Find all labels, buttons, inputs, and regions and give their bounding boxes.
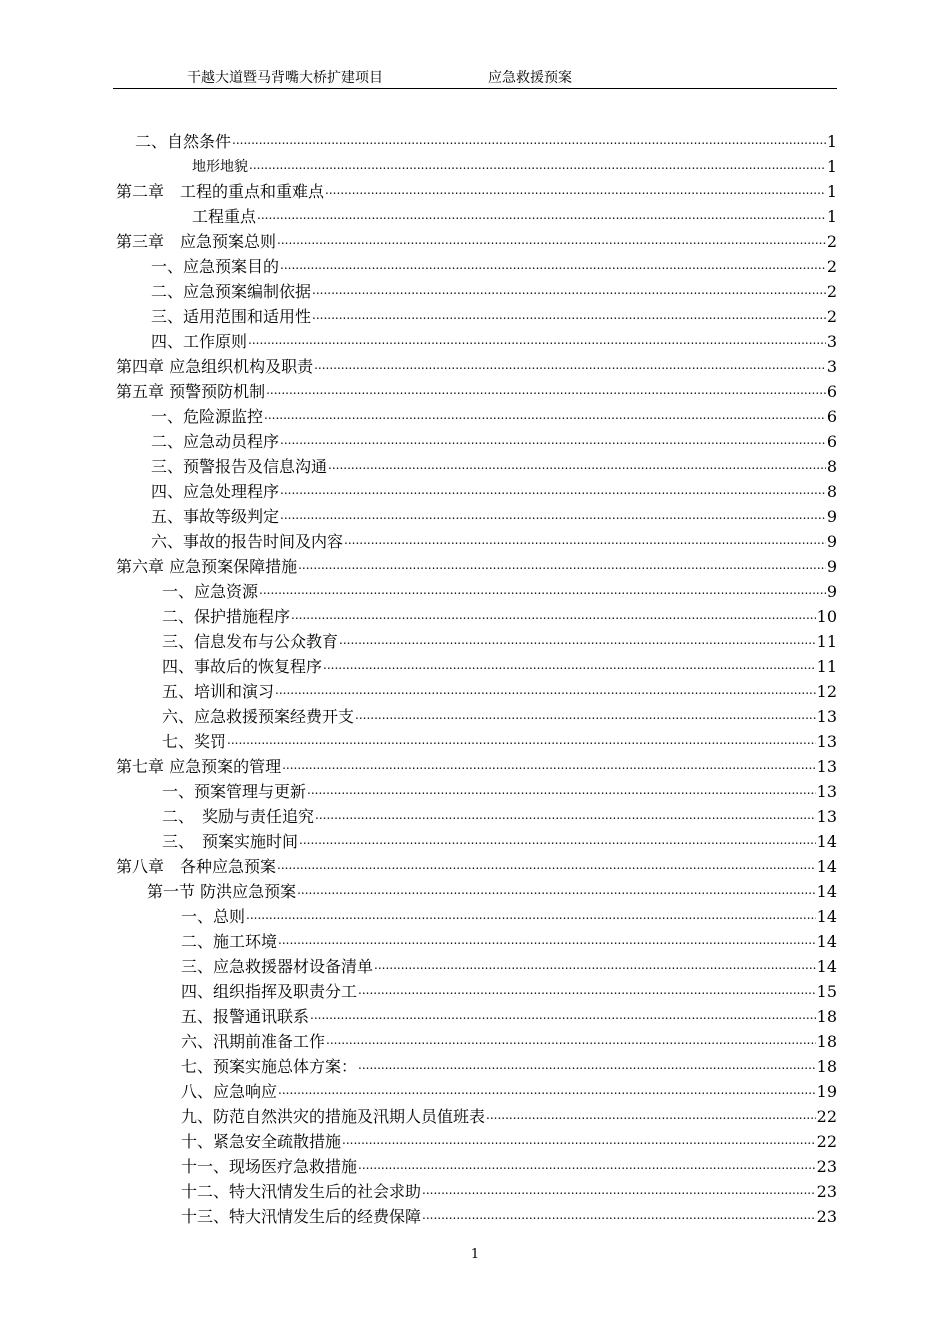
toc-leader-dots <box>280 483 826 498</box>
toc-leader-dots <box>328 458 826 473</box>
toc-entry-page: 2 <box>826 282 837 301</box>
toc-entry-title: 地形地貌 <box>192 159 248 175</box>
toc-entry[interactable] <box>151 302 837 327</box>
toc-leader-dots <box>291 608 816 623</box>
toc-entry-page: 10 <box>816 607 837 626</box>
toc-leader-dots <box>278 1083 816 1098</box>
toc-entry[interactable] <box>162 727 837 752</box>
toc-leader-dots <box>278 933 816 948</box>
toc-entry-title: 第七章 应急预案的管理 <box>116 757 282 776</box>
toc-leader-dots <box>344 533 826 548</box>
toc-leader-dots <box>307 783 816 798</box>
toc-leader-dots <box>312 308 826 323</box>
toc-entry[interactable] <box>151 327 837 352</box>
toc-entry-title: 七、奖罚 <box>162 732 227 751</box>
toc-entry[interactable] <box>192 202 837 227</box>
toc-entry[interactable] <box>151 277 837 302</box>
toc-entry[interactable] <box>181 1202 837 1227</box>
toc-entry-title: 四、应急处理程序 <box>151 482 280 501</box>
toc-entry[interactable] <box>181 1052 837 1077</box>
toc-entry[interactable] <box>151 502 837 527</box>
toc-entry-page: 13 <box>816 757 837 776</box>
toc-entry-page: 22 <box>816 1132 837 1151</box>
toc-entry[interactable] <box>151 402 837 427</box>
toc-leader-dots <box>227 733 816 748</box>
toc-entry-title: 二、自然条件 <box>135 132 232 151</box>
toc-entry-page: 14 <box>816 907 837 926</box>
toc-entry-title: 四、事故后的恢复程序 <box>162 657 323 676</box>
toc-entry-title: 一、预案管理与更新 <box>162 782 307 801</box>
toc-entry-page: 1 <box>826 157 837 176</box>
toc-leader-dots <box>275 683 816 698</box>
toc-leader-dots <box>310 1008 816 1023</box>
toc-entry-title: 二、应急预案编制依据 <box>151 282 312 301</box>
toc-entry-title: 六、事故的报告时间及内容 <box>151 532 344 551</box>
toc-entry-page: 13 <box>816 732 837 751</box>
toc-entry-page: 9 <box>826 582 837 601</box>
toc-entry-title: 二、 奖励与责任追究 <box>162 807 315 826</box>
toc-leader-dots <box>266 383 826 398</box>
toc-entry[interactable] <box>151 452 837 477</box>
toc-entry-page: 3 <box>826 357 837 376</box>
toc-entry[interactable] <box>181 1002 837 1027</box>
toc-entry-title: 第六章 应急预案保障措施 <box>116 557 298 576</box>
toc-leader-dots <box>249 158 826 173</box>
toc-leader-dots <box>374 958 816 973</box>
toc-entry-page: 18 <box>816 1007 837 1026</box>
toc-entry-title: 三、适用范围和适用性 <box>151 307 312 326</box>
toc-entry[interactable] <box>192 152 837 177</box>
toc-entry-title: 十二、特大汛情发生后的社会求助 <box>181 1182 422 1201</box>
toc-entry-page: 18 <box>816 1032 837 1051</box>
toc-entry-page: 23 <box>816 1207 837 1226</box>
toc-leader-dots <box>422 1183 816 1198</box>
toc-leader-dots <box>232 133 826 148</box>
toc-entry[interactable] <box>116 752 837 777</box>
toc-leader-dots <box>323 658 816 673</box>
toc-entry-title: 七、预案实施总体方案： <box>181 1057 358 1076</box>
toc-leader-dots <box>339 633 816 648</box>
toc-entry-page: 6 <box>826 432 837 451</box>
toc-entry-page: 9 <box>826 557 837 576</box>
toc-leader-dots <box>246 908 816 923</box>
toc-entry-title: 六、应急救援预案经费开支 <box>162 707 355 726</box>
toc-entry-page: 2 <box>826 232 837 251</box>
toc-entry-page: 14 <box>816 832 837 851</box>
toc-entry-title: 三、信息发布与公众教育 <box>162 632 339 651</box>
toc-entry-page: 23 <box>816 1157 837 1176</box>
toc-entry[interactable] <box>162 777 837 802</box>
toc-entry[interactable] <box>116 552 837 577</box>
toc-entry[interactable] <box>181 977 837 1002</box>
toc-entry-page: 14 <box>816 882 837 901</box>
toc-entry-title: 五、报警通讯联系 <box>181 1007 310 1026</box>
toc-entry-title: 十、紧急安全疏散措施 <box>181 1132 342 1151</box>
toc-entry-page: 18 <box>816 1057 837 1076</box>
toc-entry-page: 12 <box>816 682 837 701</box>
toc-entry-page: 13 <box>816 707 837 726</box>
toc-entry[interactable] <box>162 627 837 652</box>
toc-leader-dots <box>358 983 816 998</box>
toc-entry-page: 11 <box>816 632 837 651</box>
toc-entry[interactable] <box>181 927 837 952</box>
toc-leader-dots <box>264 408 826 423</box>
toc-entry-title: 九、防范自然洪灾的措施及汛期人员值班表 <box>181 1107 486 1126</box>
page-footer <box>0 1247 950 1262</box>
header-project-name: 干越大道暨马背嘴大桥扩建项目 <box>187 70 383 86</box>
toc-entry[interactable] <box>116 852 837 877</box>
toc-entry[interactable] <box>162 602 837 627</box>
toc-entry-title: 二、保护措施程序 <box>162 607 291 626</box>
toc-entry[interactable] <box>181 1077 837 1102</box>
toc-entry-page: 22 <box>816 1107 837 1126</box>
toc-entry-title: 四、工作原则 <box>151 332 248 351</box>
page-header <box>113 66 837 89</box>
toc-entry[interactable] <box>181 1127 837 1152</box>
toc-entry-title: 一、危险源监控 <box>151 407 264 426</box>
toc-entry[interactable] <box>181 1152 837 1177</box>
toc-entry[interactable] <box>151 527 837 552</box>
toc-entry[interactable] <box>181 1027 837 1052</box>
toc-leader-dots <box>486 1108 816 1123</box>
toc-entry-page: 13 <box>816 782 837 801</box>
toc-leader-dots <box>314 358 826 373</box>
toc-entry[interactable] <box>147 877 837 902</box>
toc-leader-dots <box>282 758 816 773</box>
toc-entry-page: 2 <box>826 307 837 326</box>
toc-entry[interactable] <box>181 902 837 927</box>
toc-leader-dots <box>312 283 826 298</box>
toc-entry[interactable] <box>181 952 837 977</box>
toc-entry[interactable] <box>162 827 837 852</box>
toc-entry-title: 五、事故等级判定 <box>151 507 280 526</box>
toc-leader-dots <box>297 883 816 898</box>
toc-leader-dots <box>277 858 816 873</box>
toc-entry-page: 8 <box>826 457 837 476</box>
page-number: 1 <box>470 1247 480 1262</box>
toc-entry-page: 13 <box>816 807 837 826</box>
toc-entry-page: 1 <box>826 132 837 151</box>
toc-entry-title: 六、汛期前准备工作 <box>181 1032 326 1051</box>
toc-entry-title: 第八章 各种应急预案 <box>116 857 277 876</box>
toc-entry-page: 9 <box>826 532 837 551</box>
toc-entry-page: 3 <box>826 332 837 351</box>
toc-leader-dots <box>358 1058 816 1073</box>
toc-leader-dots <box>277 233 826 248</box>
toc-entry-page: 6 <box>826 407 837 426</box>
toc-leader-dots <box>342 1133 816 1148</box>
toc-entry[interactable] <box>162 652 837 677</box>
toc-leader-dots <box>422 1208 816 1223</box>
toc-leader-dots <box>259 583 826 598</box>
toc-leader-dots <box>280 258 826 273</box>
toc-leader-dots <box>355 708 816 723</box>
toc-leader-dots <box>358 1158 816 1173</box>
toc-entry[interactable] <box>116 227 837 252</box>
toc-entry[interactable] <box>135 127 837 152</box>
toc-leader-dots <box>298 558 826 573</box>
toc-entry-page: 1 <box>826 207 837 226</box>
toc-entry[interactable] <box>151 427 837 452</box>
toc-entry-title: 工程重点 <box>192 207 257 226</box>
toc-entry[interactable] <box>116 177 837 202</box>
toc-entry-page: 23 <box>816 1182 837 1201</box>
toc-entry[interactable] <box>181 1177 837 1202</box>
toc-entry[interactable] <box>116 352 837 377</box>
toc-entry-title: 二、应急动员程序 <box>151 432 280 451</box>
toc-entry-title: 一、总则 <box>181 907 246 926</box>
toc-entry-title: 一、应急预案目的 <box>151 257 280 276</box>
toc-entry-title: 第二章 工程的重点和重难点 <box>116 182 325 201</box>
toc-entry[interactable] <box>162 802 837 827</box>
toc-entry-page: 15 <box>816 982 837 1001</box>
toc-entry-title: 二、施工环境 <box>181 932 278 951</box>
toc-entry-page: 2 <box>826 257 837 276</box>
toc-leader-dots <box>248 333 826 348</box>
toc-entry-title: 三、应急救援器材设备清单 <box>181 957 374 976</box>
toc-entry-title: 三、 预案实施时间 <box>162 832 299 851</box>
toc-entry[interactable] <box>162 677 837 702</box>
toc-entry[interactable] <box>151 477 837 502</box>
toc-leader-dots <box>315 808 816 823</box>
toc-entry-page: 9 <box>826 507 837 526</box>
toc-entry-title: 第一节 防洪应急预案 <box>147 882 297 901</box>
header-document-title: 应急救援预案 <box>488 70 572 86</box>
toc-leader-dots <box>257 208 826 223</box>
toc-entry-page: 11 <box>816 657 837 676</box>
toc-entry-title: 三、预警报告及信息沟通 <box>151 457 328 476</box>
toc-entry[interactable] <box>116 377 837 402</box>
toc-leader-dots <box>280 433 826 448</box>
toc-leader-dots <box>299 833 816 848</box>
toc-entry[interactable] <box>181 1102 837 1127</box>
toc-entry[interactable] <box>162 702 837 727</box>
toc-entry-page: 6 <box>826 382 837 401</box>
toc-entry-title: 第三章 应急预案总则 <box>116 232 277 251</box>
toc-leader-dots <box>326 1033 816 1048</box>
toc-entry-title: 十三、特大汛情发生后的经费保障 <box>181 1207 422 1226</box>
toc-entry-title: 第五章 预警预防机制 <box>116 382 266 401</box>
toc-entry[interactable] <box>162 577 837 602</box>
toc-entry-title: 十一、现场医疗急救措施 <box>181 1157 358 1176</box>
toc-entry-page: 8 <box>826 482 837 501</box>
toc-entry-page: 19 <box>816 1082 837 1101</box>
toc-entry-title: 第四章 应急组织机构及职责 <box>116 357 314 376</box>
toc-entry[interactable] <box>151 252 837 277</box>
toc-entry-page: 14 <box>816 957 837 976</box>
toc-entry-title: 五、培训和演习 <box>162 682 275 701</box>
toc-entry-page: 14 <box>816 857 837 876</box>
toc-entry-page: 14 <box>816 932 837 951</box>
toc-entry-title: 四、组织指挥及职责分工 <box>181 982 358 1001</box>
toc-leader-dots <box>280 508 826 523</box>
toc-entry-title: 八、应急响应 <box>181 1082 278 1101</box>
toc-entry-page: 1 <box>826 182 837 201</box>
toc-leader-dots <box>325 183 826 198</box>
toc-entry-title: 一、应急资源 <box>162 582 259 601</box>
